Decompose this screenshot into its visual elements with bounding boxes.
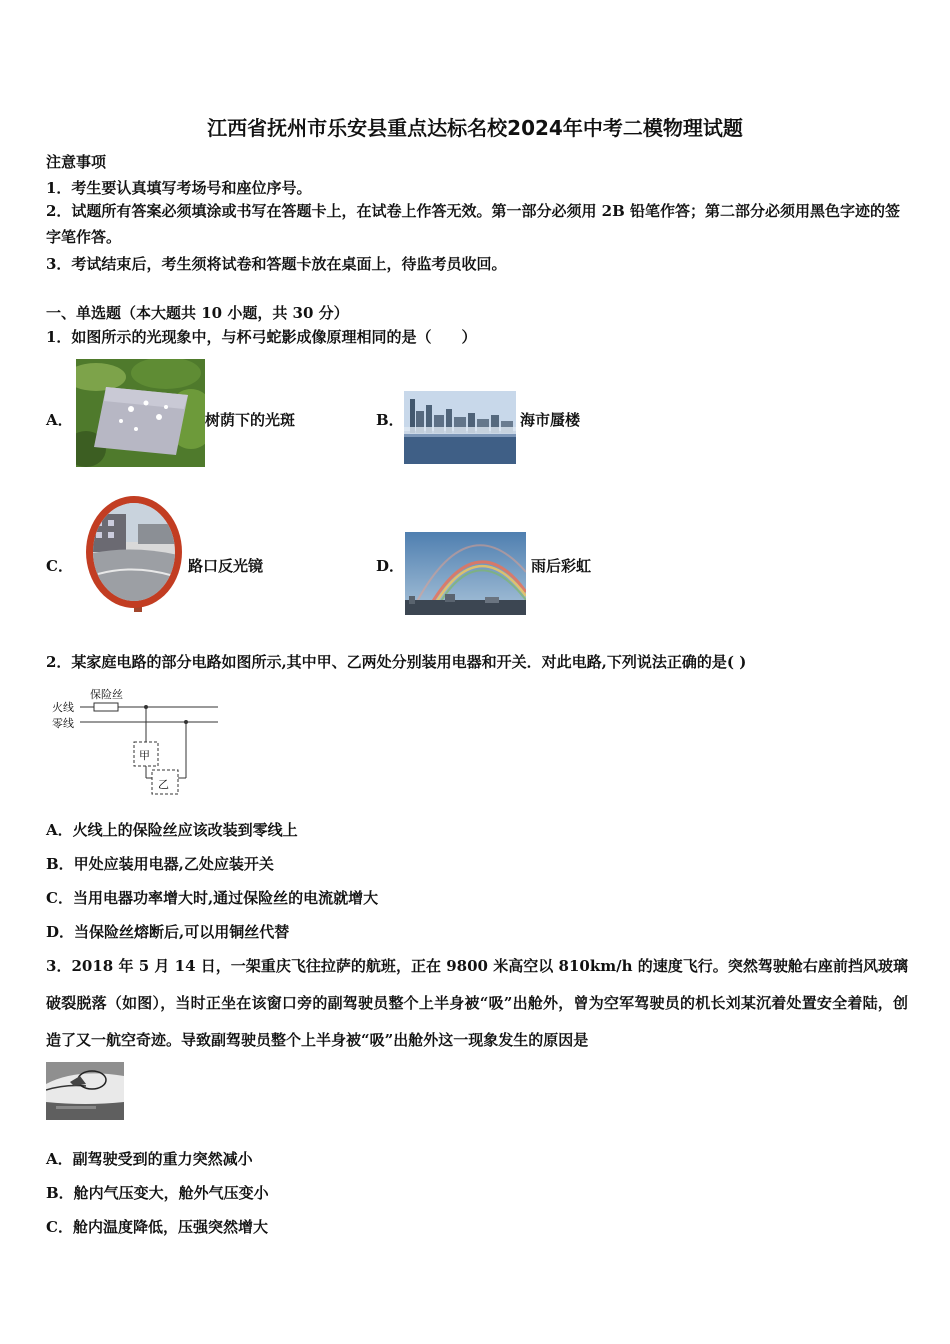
option: C．舱内温度降低，压强突然增大: [46, 1218, 268, 1236]
fuse-label: 保险丝: [90, 688, 123, 701]
component-b-label: 乙: [158, 778, 169, 791]
page-title: 江西省抚州市乐安县重点达标名校2024年中考二模物理试题: [207, 116, 743, 140]
circuit-diagram: [50, 686, 220, 798]
question-2-stem: 2．某家庭电路的部分电路如图所示,其中甲、乙两处分别装用电器和开关．对此电路,下列说法正确的是( ): [46, 653, 747, 671]
option: A．火线上的保险丝应该改装到零线上: [46, 821, 298, 839]
option-text: 海市蜃楼: [520, 411, 581, 429]
option-text: 雨后彩虹: [531, 557, 592, 575]
option-text: 树荫下的光斑: [205, 411, 296, 429]
option: A．副驾驶受到的重力突然减小: [46, 1150, 253, 1168]
option-letter: B．: [376, 411, 404, 429]
live-wire-label: 火线: [52, 701, 74, 714]
airplane-window-photo: [46, 1062, 124, 1120]
notice-item: 1．考生要认真填写考场号和座位序号。: [46, 179, 312, 197]
option: B．甲处应装用电器,乙处应装开关: [46, 855, 274, 873]
option: D．当保险丝熔断后,可以用铜丝代替: [46, 923, 290, 941]
option: B．舱内气压变大，舱外气压变小: [46, 1184, 269, 1202]
notice-item: 3．考试结束后，考生须将试卷和答题卡放在桌面上，待监考员收回。: [46, 255, 507, 273]
question-1-stem: 1．如图所示的光现象中，与杯弓蛇影成像原理相同的是（ ）: [46, 328, 477, 346]
notice-heading: 注意事项: [46, 153, 107, 171]
convex-mirror-photo: [78, 494, 182, 612]
notice-item: 2．试题所有答案必须填涂或书写在答题卡上，在试卷上作答无效。第一部分必须用 2B 铅笔作答；第二部分必须用黑色字迹的签字笔作答。: [46, 202, 901, 246]
option-letter: C．: [46, 557, 73, 575]
light-spots-photo: [76, 359, 205, 467]
component-a-label: 甲: [139, 749, 150, 762]
option-letter: A．: [46, 411, 73, 429]
option-text: 路口反光镜: [188, 557, 264, 575]
section-heading: 一、单选题（本大题共 10 小题，共 30 分）: [46, 304, 349, 322]
option: C．当用电器功率增大时,通过保险丝的电流就增大: [46, 889, 379, 907]
option-letter: D．: [376, 557, 405, 575]
mirage-photo: [404, 391, 516, 464]
rainbow-photo: [405, 532, 526, 615]
neutral-wire-label: 零线: [52, 717, 74, 730]
question-3-stem: 3．2018 年 5 月 14 日，一架重庆飞往拉萨的航班，正在 9800 米高空以 810km/h 的速度飞行。突然驾驶舱右座前挡风玻璃破裂脱落（如图），当时正坐在该窗口旁的副驾驶员整个上半身被“吸”出舱外，曾为空军驾驶员的机长刘某沉着处置安全着陆，创造了又一航空奇迹。导致副驾驶员整个上半身被“吸”出舱外这一现象发生的原因是: [46, 957, 908, 1049]
